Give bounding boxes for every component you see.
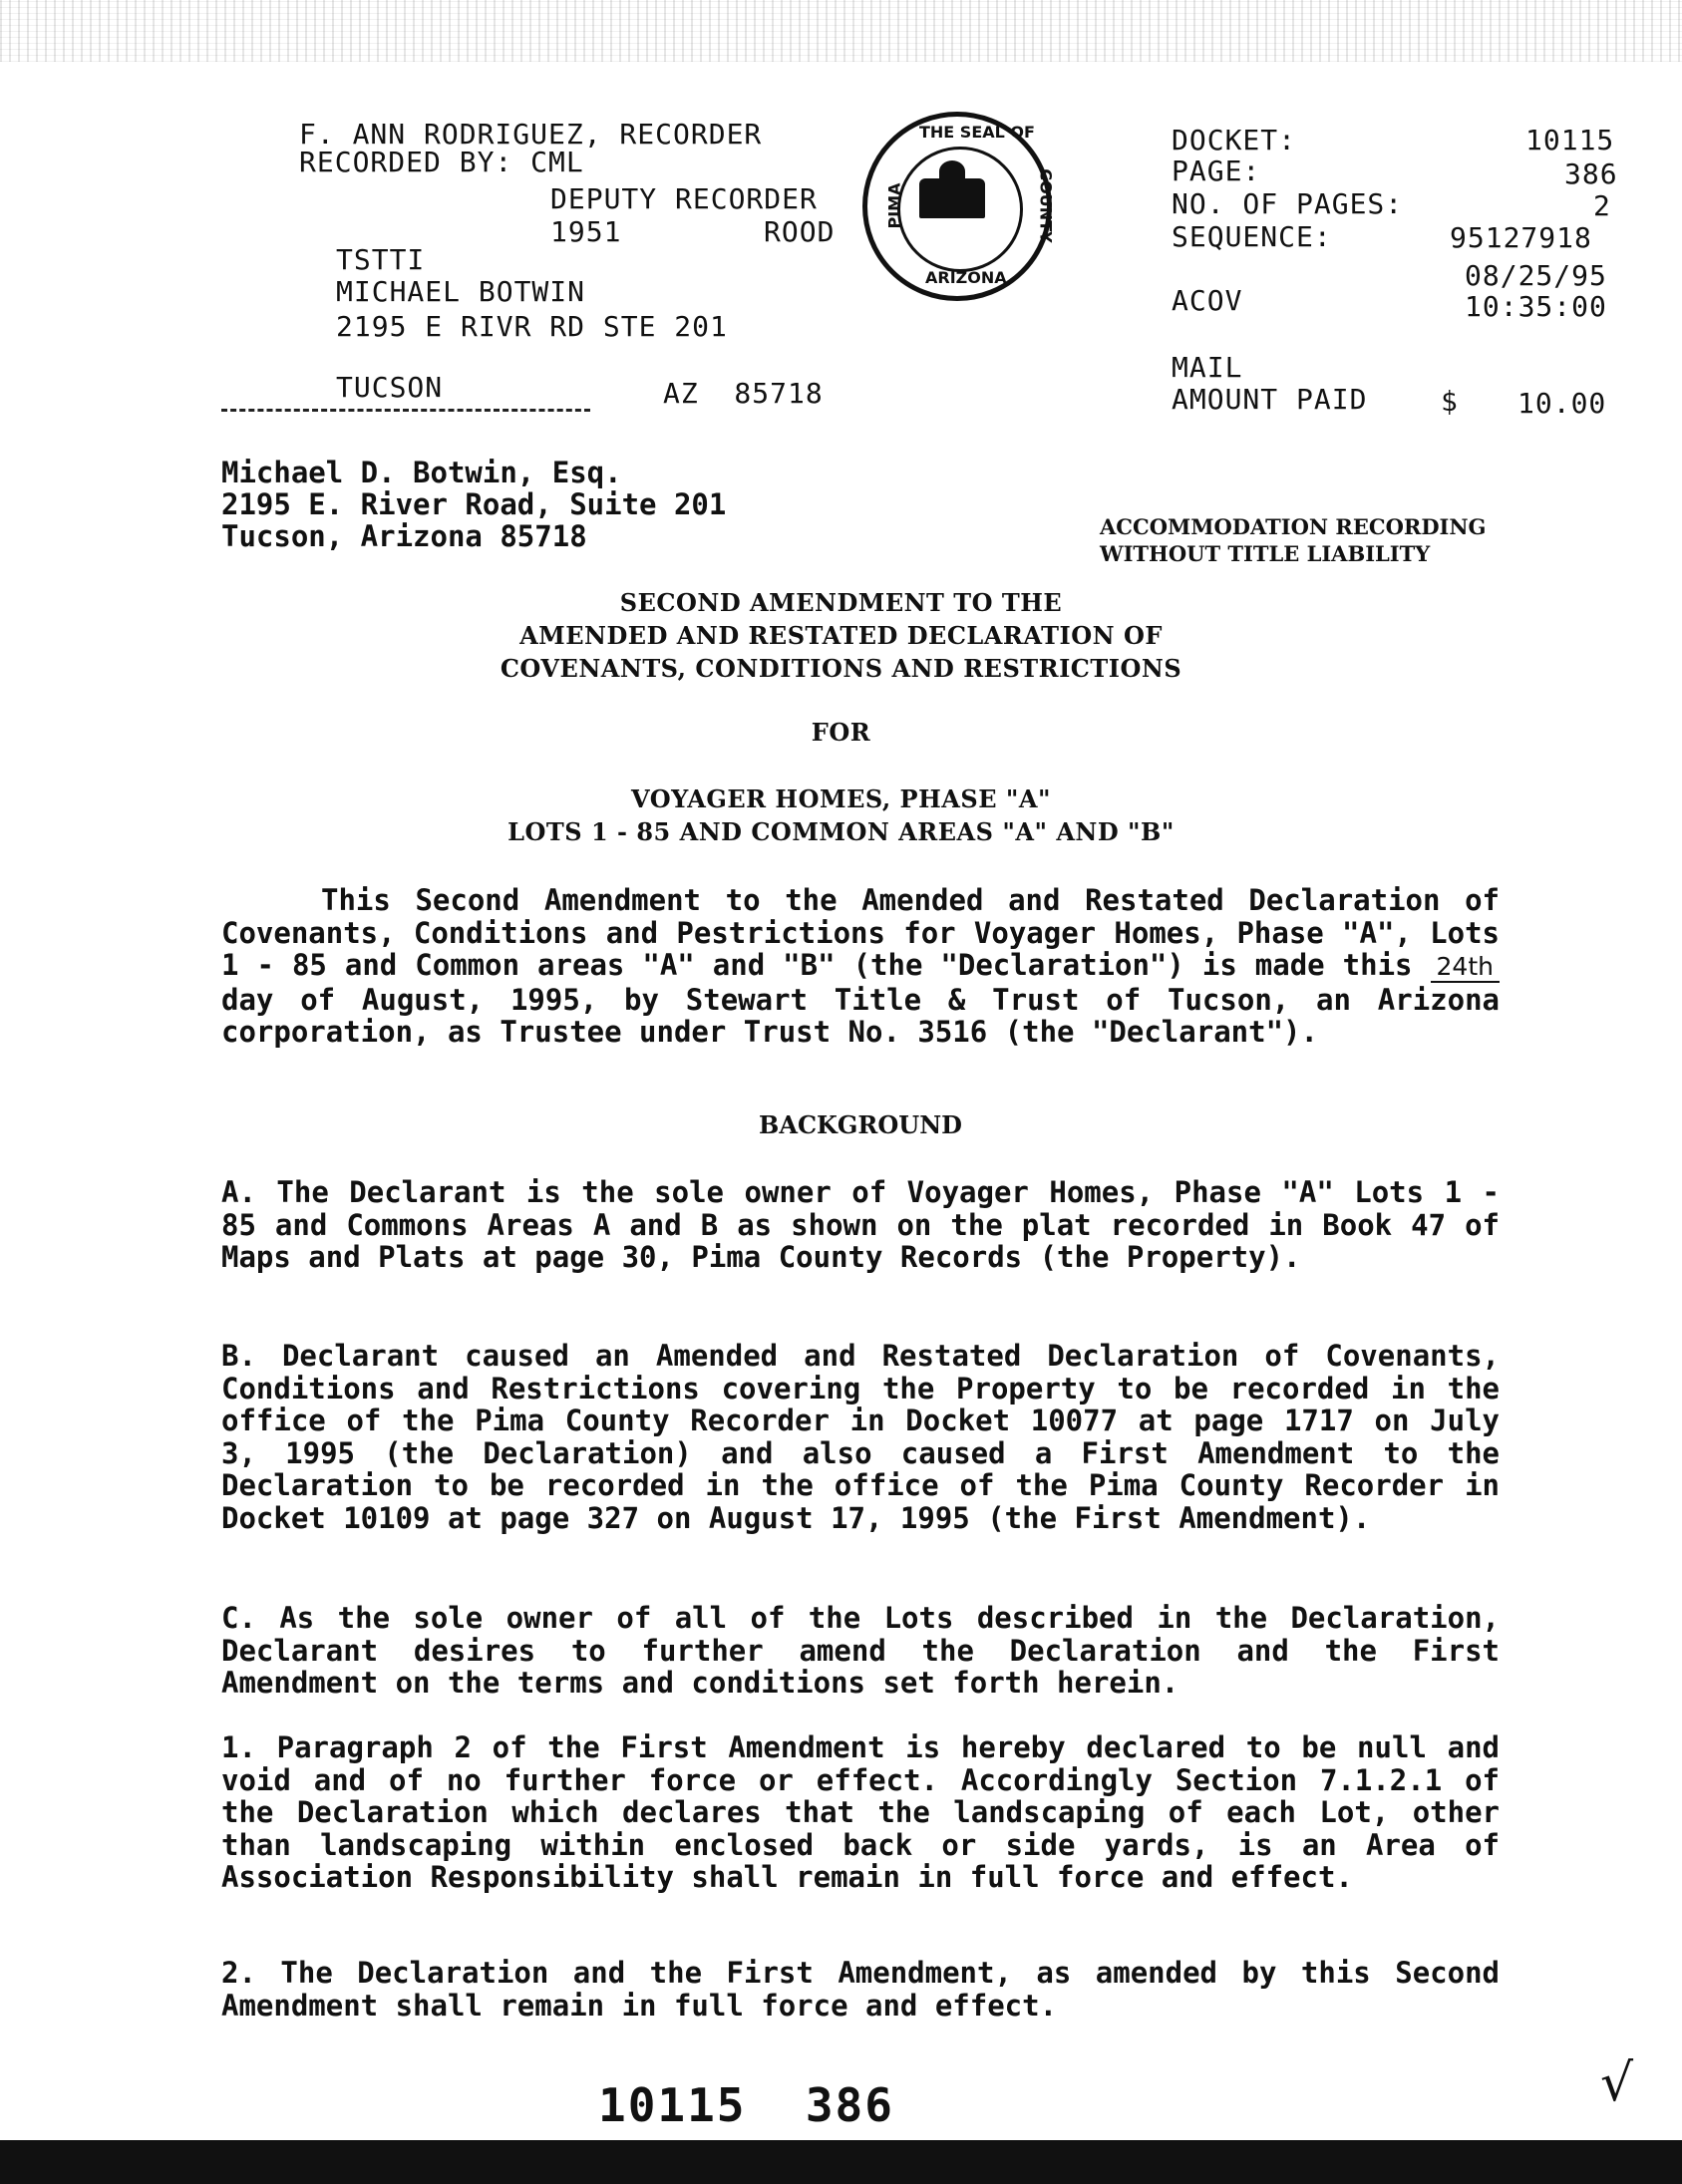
title-line-3: COVENANTS, CONDITIONS AND RESTRICTIONS	[500, 654, 1182, 683]
background-heading: BACKGROUND	[759, 1110, 962, 1139]
title-line-6: LOTS 1 - 85 AND COMMON AREAS "A" AND "B"	[507, 817, 1175, 846]
recorder-addr-3: 2195 E RIVR RD STE 201	[336, 310, 728, 343]
amount-paid-value: 10.00	[1517, 387, 1607, 420]
acov-label: ACOV	[1172, 284, 1243, 317]
paragraph-2: 2. The Declaration and the First Amendment, as amended by this Second Amendment shall remain in full force and effect.	[221, 1956, 1500, 2023]
document-subtitle	[299, 782, 1383, 848]
recorded-by: RECORDED BY: CML	[299, 146, 584, 178]
recorder-code-right: ROOD	[764, 215, 836, 248]
record-time: 10:35:00	[1465, 290, 1607, 323]
title-line-2: AMENDED AND RESTATED DECLARATION OF	[519, 621, 1163, 650]
paragraph-1: 1. Paragraph 2 of the First Amendment is hereby declared to be null and void and of no further force or effect. Accordingly Section 7.1.2.1 of the Declaration which declares that the landscaping of each Lot, other than landscaping within enclosed back or side yards, is an Area of Association Responsibility shall remain in full force and effect.	[221, 1730, 1500, 1895]
recorder-name: F. ANN RODRIGUEZ, RECORDER	[299, 118, 763, 151]
intro-text-before-day: This Second Amendment to the Amended and Restated Declaration of Covenants, Conditions and Pestrictions for Voyager Homes, Phase "A", Lots 1 - 85 and Common areas "A" and "B" (the "Declaration") is made this	[221, 883, 1500, 983]
amount-paid-label: AMOUNT PAID	[1172, 383, 1368, 416]
pages-value: 2	[1593, 189, 1611, 222]
intro-day-fill: 24th	[1431, 952, 1500, 983]
return-address-line-2: 2195 E. River Road, Suite 201	[221, 487, 727, 521]
seal-text-left: PIMA	[884, 182, 904, 229]
docket-value: 10115	[1525, 124, 1615, 156]
recorder-state-zip: AZ 85718	[663, 377, 824, 410]
record-date: 08/25/95	[1465, 259, 1607, 292]
paragraph-b: B. Declarant caused an Amended and Restated Declaration of Covenants, Conditions and Restrictions covering the Property to be recorded in the office of the Pima County Recorder in Docket 10077 at page 1717 on July 3, 1995 (the Declaration) and also caused a First Amendment to the Declaration to be recorded in the office of the Pima County Recorder in Docket 10109 at page 327 on August 17, 1995 (the First Amendment).	[221, 1339, 1500, 1535]
title-line-5: VOYAGER HOMES, PHASE "A"	[631, 784, 1051, 813]
accommodation-line-2: WITHOUT TITLE LIABILITY	[1100, 541, 1431, 566]
recorder-addr-1: TSTTI	[336, 243, 426, 276]
intro-text-after-day: day of August, 1995, by Stewart Title & Trust of Tucson, an Arizona corporation, as Trustee under Trust No. 3516 (the "Declarant").	[221, 982, 1500, 1050]
recorder-code-left: 1951	[550, 215, 622, 248]
seal-text-top: THE SEAL OF	[919, 123, 1035, 142]
paragraph-a: A. The Declarant is the sole owner of Voyager Homes, Phase "A" Lots 1 - 85 and Commons Areas A and B as shown on the plat recorded in Book 47 of Maps and Plats at page 30, Pima County Records (the Property).	[221, 1175, 1500, 1275]
page-label: PAGE:	[1172, 155, 1261, 187]
pages-label: NO. OF PAGES:	[1172, 187, 1404, 220]
page-value: 386	[1564, 157, 1618, 190]
scan-noise-top	[0, 0, 1682, 62]
accommodation-line-1: ACCOMMODATION RECORDING	[1100, 514, 1487, 539]
docket-label: DOCKET:	[1172, 124, 1297, 156]
checkmark-icon: √	[1600, 2053, 1634, 2113]
return-address-line-1: Michael D. Botwin, Esq.	[221, 456, 622, 489]
scan-edge-bottom	[0, 2140, 1682, 2184]
title-for: FOR	[811, 718, 871, 747]
footer-docket-stamp: 10115 386	[598, 2078, 894, 2132]
document-title	[299, 586, 1383, 685]
intro-paragraph	[221, 884, 1500, 1049]
return-address-line-3: Tucson, Arizona 85718	[221, 519, 587, 553]
pima-county-seal	[862, 112, 1056, 301]
recorder-addr-2: MICHAEL BOTWIN	[336, 275, 586, 308]
recorder-city: TUCSON	[336, 371, 444, 404]
currency-symbol: $	[1441, 385, 1459, 418]
paragraph-c: C. As the sole owner of all of the Lots described in the Declaration, Declarant desires to further amend the Declaration and the First Amendment on the terms and conditions set forth herein.	[221, 1601, 1500, 1701]
seal-text-bottom: ARIZONA	[925, 268, 1007, 287]
seal-text-right: COUNTY	[1036, 168, 1056, 243]
seal-building-icon	[919, 178, 985, 218]
sequence-value: 95127918	[1450, 221, 1592, 254]
sequence-label: SEQUENCE:	[1172, 220, 1332, 253]
deputy-recorder: DEPUTY RECORDER	[550, 182, 818, 215]
dashed-rule	[221, 409, 590, 412]
title-line-1: SECOND AMENDMENT TO THE	[619, 588, 1063, 617]
mail-label: MAIL	[1172, 351, 1243, 384]
